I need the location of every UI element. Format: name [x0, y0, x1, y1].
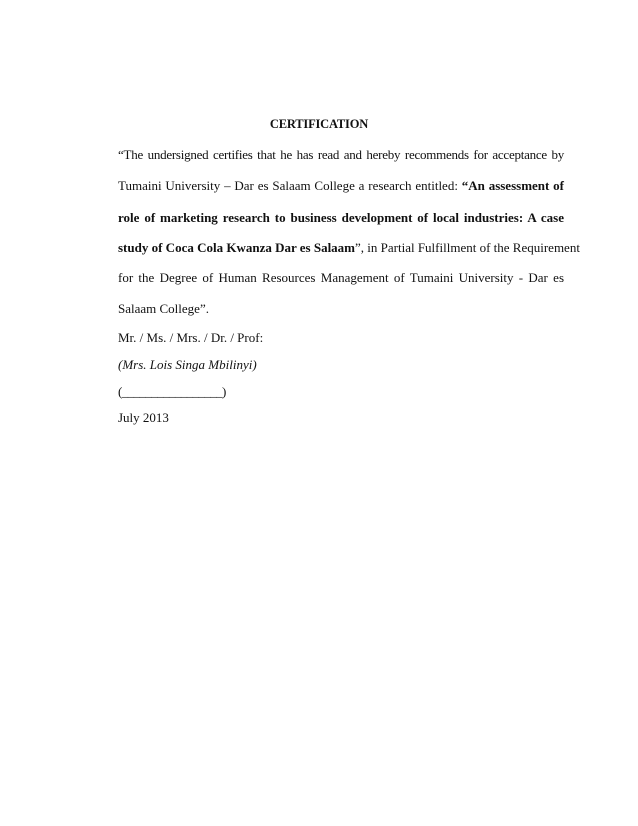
- page-title: CERTIFICATION: [269, 117, 369, 131]
- body-line-1: “The undersigned certifies that he has read and hereby recommends for acceptance by: [118, 147, 564, 162]
- body-line-4-text: ”, in Partial Fulfillment of the Requirement: [355, 240, 580, 255]
- body-line-4: [118, 240, 580, 256]
- body-line-6: Salaam College”.: [118, 301, 209, 316]
- supervisor-titles: Mr. / Ms. / Mrs. / Dr. / Prof:: [118, 330, 264, 345]
- body-line-2-text: Tumaini University – Dar es Salaam College a research entitled:: [118, 178, 462, 193]
- body-line-5: for the Degree of Human Resources Management of Tumaini University - Dar es: [118, 270, 564, 285]
- signature-blank: (_________________): [118, 384, 226, 399]
- research-title-line: role of marketing research to business development of local industries: A case: [118, 210, 564, 225]
- certification-date: July 2013: [118, 410, 169, 425]
- body-line-2: [118, 178, 564, 194]
- research-title-end: study of Coca Cola Kwanza Dar es Salaam: [118, 240, 356, 255]
- research-title-start: “An assessment of: [461, 178, 564, 193]
- supervisor-name: (Mrs. Lois Singa Mbilinyi): [118, 357, 257, 372]
